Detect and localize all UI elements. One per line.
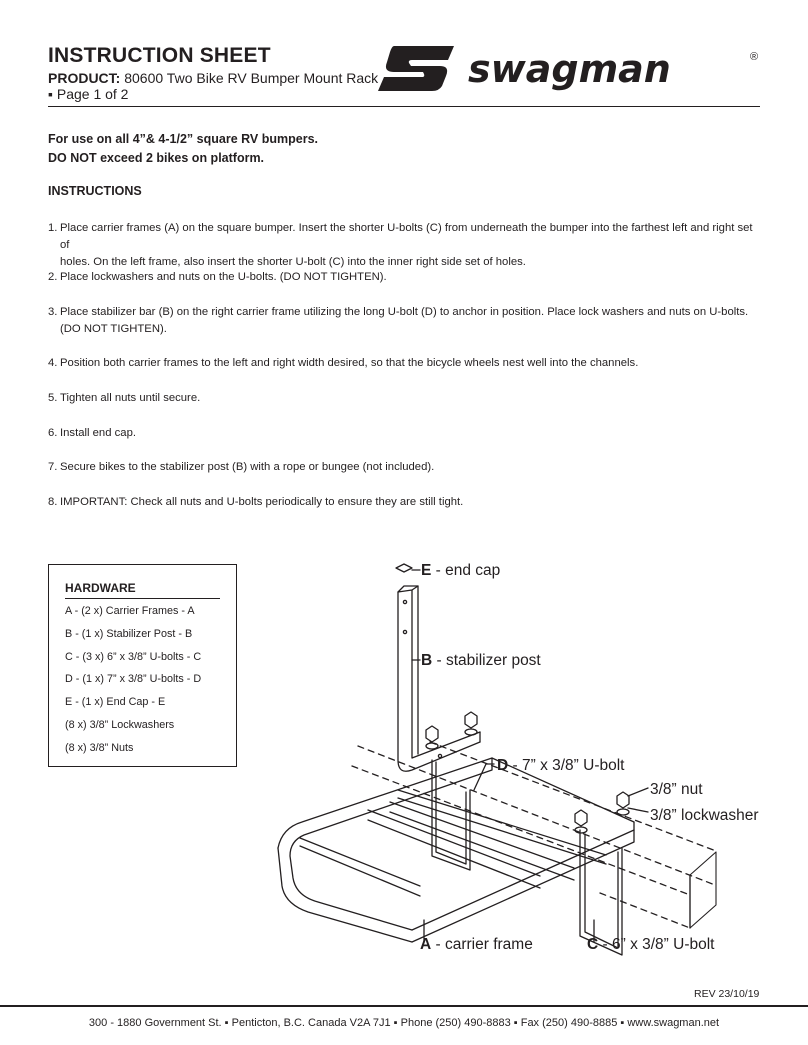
hardware-title: HARDWARE (65, 581, 136, 595)
step-text: IMPORTANT: Check all nuts and U-bolts periodically to ensure they are still tight. (60, 496, 464, 508)
page-number: ▪ Page 1 of 2 (48, 86, 129, 102)
instruction-step-7 (48, 459, 763, 476)
label-stabilizer-post: B - stabilizer post (421, 652, 541, 669)
end-cap (396, 564, 412, 572)
hardware-item: (8 x) 3/8” Nuts (65, 742, 134, 754)
instructions-heading: INSTRUCTIONS (48, 184, 142, 198)
brand-wordmark: swagman (468, 47, 671, 91)
instruction-step-3 (48, 304, 763, 338)
company-address: 300 - 1880 Government St. ▪ Penticton, B.C. Canada V2A 7J1 ▪ Phone (250) 490-8883 ▪ Fax (250) 490-8885 ▪ www.swagman.net (88, 1017, 720, 1029)
intro-notes (48, 130, 318, 168)
hardware-item: E - (1 x) End Cap - E (65, 696, 166, 708)
instruction-step-4 (48, 355, 763, 372)
step-text-cont: holes. On the left frame, also insert the shorter U-bolt (C) into the inner right side set of holes. (60, 256, 526, 268)
step-number: 6. (48, 427, 58, 439)
step-number: 5. (48, 392, 58, 404)
step-number: 4. (48, 357, 58, 369)
step-text: Position both carrier frames to the left and right width desired, so that the bicycle wheels nest well into the channels. (60, 357, 639, 369)
hardware-item: D - (1 x) 7” x 3/8” U-bolts - D (65, 673, 202, 685)
step-number: 8. (48, 496, 58, 508)
label-end-cap: E - end cap (421, 562, 501, 579)
step-number: 3. (48, 306, 58, 318)
hardware-item: (8 x) 3/8” Lockwashers (65, 719, 175, 731)
instruction-step-8 (48, 494, 763, 511)
hardware-item: B - (1 x) Stabilizer Post - B (65, 628, 193, 640)
step-text: Tighten all nuts until secure. (60, 392, 201, 404)
label-carrier-frame: A - carrier frame (420, 936, 533, 953)
intro-line-warning: DO NOT exceed 2 bikes on platform. (48, 151, 265, 165)
product-name: 80600 Two Bike RV Bumper Mount Rack (124, 70, 379, 86)
step-number: 7. (48, 461, 58, 473)
instruction-step-5 (48, 390, 763, 407)
hardware-item: A - (2 x) Carrier Frames - A (65, 605, 195, 617)
revision-date: REV 23/10/19 (694, 988, 760, 1000)
intro-line-bumper: For use on all 4”& 4-1/2” square RV bumpers. (48, 132, 318, 146)
step-text-cont: (DO NOT TIGHTEN). (60, 323, 167, 335)
header-divider (48, 106, 760, 107)
instruction-step-6 (48, 425, 763, 442)
product-label: PRODUCT: (48, 70, 121, 86)
footer-divider (0, 1005, 808, 1007)
page-title: INSTRUCTION SHEET (48, 44, 271, 67)
label-lockwasher: 3/8” lockwasher (650, 807, 759, 824)
step-number: 1. (48, 222, 58, 234)
stabilizer-post (398, 586, 480, 771)
step-text: Place stabilizer bar (B) on the right carrier frame utilizing the long U-bolt (D) to anchor in position. Place lock washers and nuts on U-bolts. (60, 306, 749, 318)
label-nut: 3/8” nut (650, 781, 703, 798)
product-line (48, 70, 378, 86)
assembly-diagram (250, 556, 780, 966)
instruction-step-1 (48, 220, 763, 271)
step-text: Secure bikes to the stabilizer post (B) with a rope or bungee (not included). (60, 461, 435, 473)
instruction-step-2 (48, 269, 763, 286)
hardware-item: C - (3 x) 6” x 3/8” U-bolts - C (65, 651, 202, 663)
step-text: Place lockwashers and nuts on the U-bolts. (DO NOT TIGHTEN). (60, 271, 387, 283)
hardware-title-underline (65, 598, 220, 599)
label-long-u-bolt: D - 7” x 3/8” U-bolt (497, 757, 625, 774)
step-number: 2. (48, 271, 58, 283)
label-short-u-bolt: C - 6” x 3/8” U-bolt (587, 936, 715, 953)
swagman-s-emblem-icon (378, 46, 454, 91)
hardware-box (48, 564, 237, 767)
step-text: Install end cap. (60, 427, 136, 439)
step-text: Place carrier frames (A) on the square bumper. Insert the shorter U-bolts (C) from underneath the bumper into the farthest left and right set of (60, 222, 753, 251)
registered-mark: ® (750, 51, 759, 63)
swagman-logo (378, 44, 763, 92)
